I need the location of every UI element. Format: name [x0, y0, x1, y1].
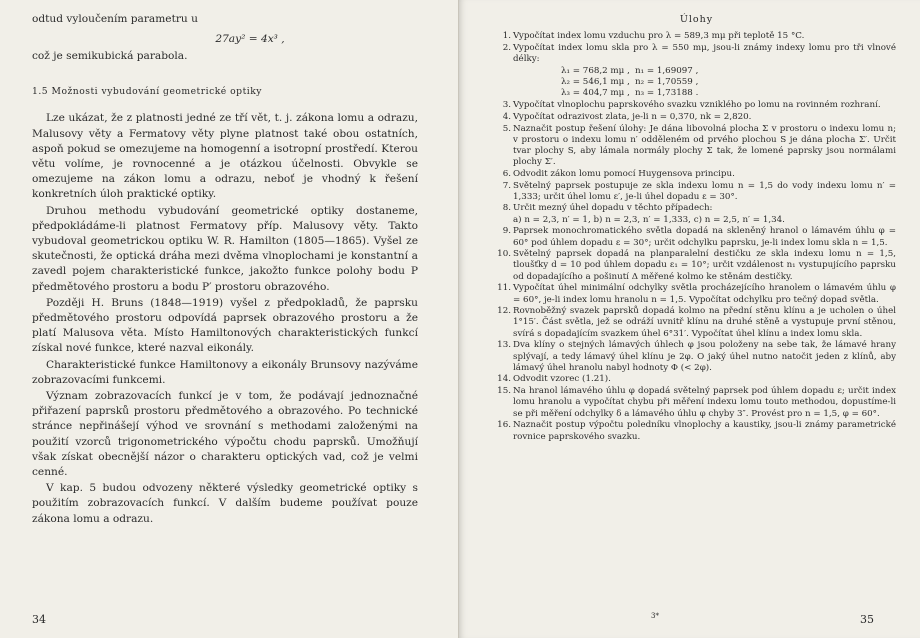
cases-line: a) n = 2,3, n′ = 1, b) n = 2,3, n′ = 1,333, c) n = 2,5, n′ = 1,34.	[513, 214, 785, 225]
right-page	[458, 0, 920, 638]
section-title: 1.5 Možnosti vybudování geometrické optiky	[32, 86, 262, 98]
problem-item: 11. Vypočítat úhel minimální odchylky světla procházejícího hranolem o lámavém úhlu φ = 60°, je-li index lomu hranolu n = 1,5. Vypočítat odchylku pro tečný dopad světla.	[497, 283, 896, 305]
problems-list	[497, 31, 896, 443]
problem-item: 2. Vypočítat index lomu skla pro λ = 550 mμ, jsou-li známy indexy lomu pro tři vlnové délky: λ₁ = 768,2 mμ , n₁ = 1,69097 , λ₂ = 546,1 mμ , n₂ = 1,70559 , λ₃ = 404,7 mμ , n₃ = 1,73188 .	[502, 42, 896, 99]
problem-item: 13. Dva klíny o stejných lámavých úhlech φ jsou položeny na sebe tak, že lámavé hrany splývají, a tedy lámavý úhel klínu je 2φ. O jaký úhel nutno natočit jeden z klínů, aby lámavý úhel hranolu nabyl hodnoty Φ (< 2φ).	[497, 340, 896, 373]
after-equation: což je semikubická parabola.	[32, 50, 188, 63]
equation: 27ay² = 4x³ ,	[215, 33, 285, 46]
table-row: λ₁ = 768,2 mμ , n₁ = 1,69097 ,	[561, 66, 699, 77]
problem-item: 14. Odvodit vzorec (1.21).	[497, 374, 611, 385]
problem-item: 8. Určit mezný úhel dopadu v těchto případech: a) n = 2,3, n′ = 1, b) n = 2,3, n′ = 1,333, c) n = 2,5, n′ = 1,34.	[502, 203, 785, 225]
paragraph: Později H. Bruns (1848—1919) vyšel z předpokladů, že paprsku předmětového prostoru odpovídá paprsek obrazového prostoru a že platí Malusova věta. Místo Hamiltonových charakteristických funkcí získal nové funkce, které nazval eikonály.	[32, 296, 418, 355]
problem-item: 6. Odvodit zákon lomu pomocí Huygensova principu.	[502, 168, 735, 179]
problem-item: 12. Rovnoběžný svazek paprsků dopadá kolmo na přední stěnu klínu a je ucholen o úhel 1°15′. Část světla, jež se odráží uvnitř klínu na druhé stěně a vystupuje první stěnou, svírá s dopadajícím svazkem úhel 6°31′. Vypočítat úhel klínu a index lomu skla.	[497, 306, 896, 339]
paragraph: Význam zobrazovacích funkcí je v tom, že podávají jednoznačné přiřazení paprsků prostoru předmětového a obrazového. Po technické stránce nepřinášejí výhod ve srovnání s methodami založenými na použití vzorců trigonometrického výpočtu chodu paprsků. Umožňují však získat obecnější názor o charakteru optických vad, což je velmi cenné.	[32, 390, 418, 479]
problem-item: 5. Naznačit postup řešení úlohy: Je dána libovolná plocha Σ v prostoru o indexu lomu n; v prostoru o indexu lomu n′ odděleném od prvého plochou S je dána plocha Σ′. Určit tvar plochy S, aby lámala normály plochy Σ tak, že lomené paprsky jsou normálami plochy Σ′.	[502, 123, 896, 168]
problem-item: 1. Vypočítat index lomu vzduchu pro λ = 589,3 mμ při teplotě 15 °C.	[502, 31, 805, 41]
paragraph: V kap. 5 budou odvozeny některé výsledky geometrické optiky s použitím zobrazovacích funkcí. V dalším budeme používat pouze zákona lomu a odrazu.	[32, 482, 418, 525]
table-row: λ₂ = 546,1 mμ , n₂ = 1,70559 ,	[561, 77, 699, 88]
problem-item: 7. Světelný paprsek postupuje ze skla indexu lomu n = 1,5 do vody indexu lomu n′ = 1,333; určit úhel lomu ε′, je-li úhel dopadu ε = 30°.	[502, 180, 896, 202]
problem-item: 9. Paprsek monochromatického světla dopadá na skleněný hranol o lámavém úhlu φ = 60° pod úhlem dopadu ε = 30°; určit odchylku paprsku, je-li index lomu skla n = 1,5.	[502, 226, 896, 248]
problem-item: 4. Vypočítat odrazivost zlata, je-li n = 0,370, nk = 2,820.	[502, 111, 752, 122]
page-number-left: 34	[32, 613, 46, 626]
wavelength-table	[561, 66, 896, 99]
table-row: λ₃ = 404,7 mμ , n₃ = 1,73188 .	[561, 88, 699, 99]
intro-line: odtud vyloučením parametru u	[32, 13, 198, 25]
page-number-right: 35	[860, 613, 874, 626]
problem-item: 16. Naznačit postup výpočtu poledníku vlnoplochy a kaustiky, jsou-li známy parametrické rovnice paprskového svazku.	[497, 420, 896, 442]
left-page	[0, 0, 458, 638]
signature-mark: 3*	[651, 612, 659, 620]
section-body	[32, 111, 418, 526]
problem-item: 15. Na hranol lámavého úhlu φ dopadá světelný paprsek pod úhlem dopadu ε; určit index lomu hranolu a vypočítat chybu při měření indexu lomu touto methodou, dopustíme-li se při měření odchylky δ a lámavého úhlu φ chyby 3″. Provést pro n = 1,5, φ = 60°.	[497, 386, 896, 419]
paragraph: Charakteristické funkce Hamiltonovy a eikonály Brunsovy nazýváme zobrazovacími funkcemi.	[32, 358, 418, 386]
problem-item: 10. Světelný paprsek dopadá na planparalelní destičku ze skla indexu lomu n = 1,5, tloušťky d = 10 pod úhlem dopadu ε₁ = 10°; určit vzdálenost n₁ vystupujícího paprsku od dopadajícího a pošinutí Δ měřené kolmo ke stěnám destičky.	[497, 249, 896, 282]
paragraph: Lze ukázat, že z platnosti jedné ze tří vět, t. j. zákona lomu a odrazu, Malusovy věty a Fermatovy věty plyne platnost také obou ostatních, aspoň pokud se omezujeme na homogenní a isotropní prostředí. Kterou větu volíme, je rovnocenné a je otázkou účelnosti. Obvykle se omezujeme na zákon lomu a odrazu, neboť je vhodný k řešení konkretních úloh praktické optiky.	[32, 112, 418, 201]
problems-title: Úlohy	[679, 14, 714, 25]
paragraph: Druhou methodu vybudování geometrické optiky dostaneme, předpokládáme-li platnost Fermatovy příp. Malusovy věty. Takto vybudoval geometrickou optiku W. R. Hamilton (1805—1865). Vyšel ze skutečnosti, že optická dráha mezi dvěma vlnoplochami je konstantní a zavedl pojem charakteristické funkce, jakožto funkce polohy bodu P předmětového prostoru a bodu P′ prostoru obrazového.	[32, 204, 418, 293]
problem-item: 3. Vypočítat vlnoplochu paprskového svazku vzniklého po lomu na rovinném rozhraní.	[502, 100, 881, 111]
